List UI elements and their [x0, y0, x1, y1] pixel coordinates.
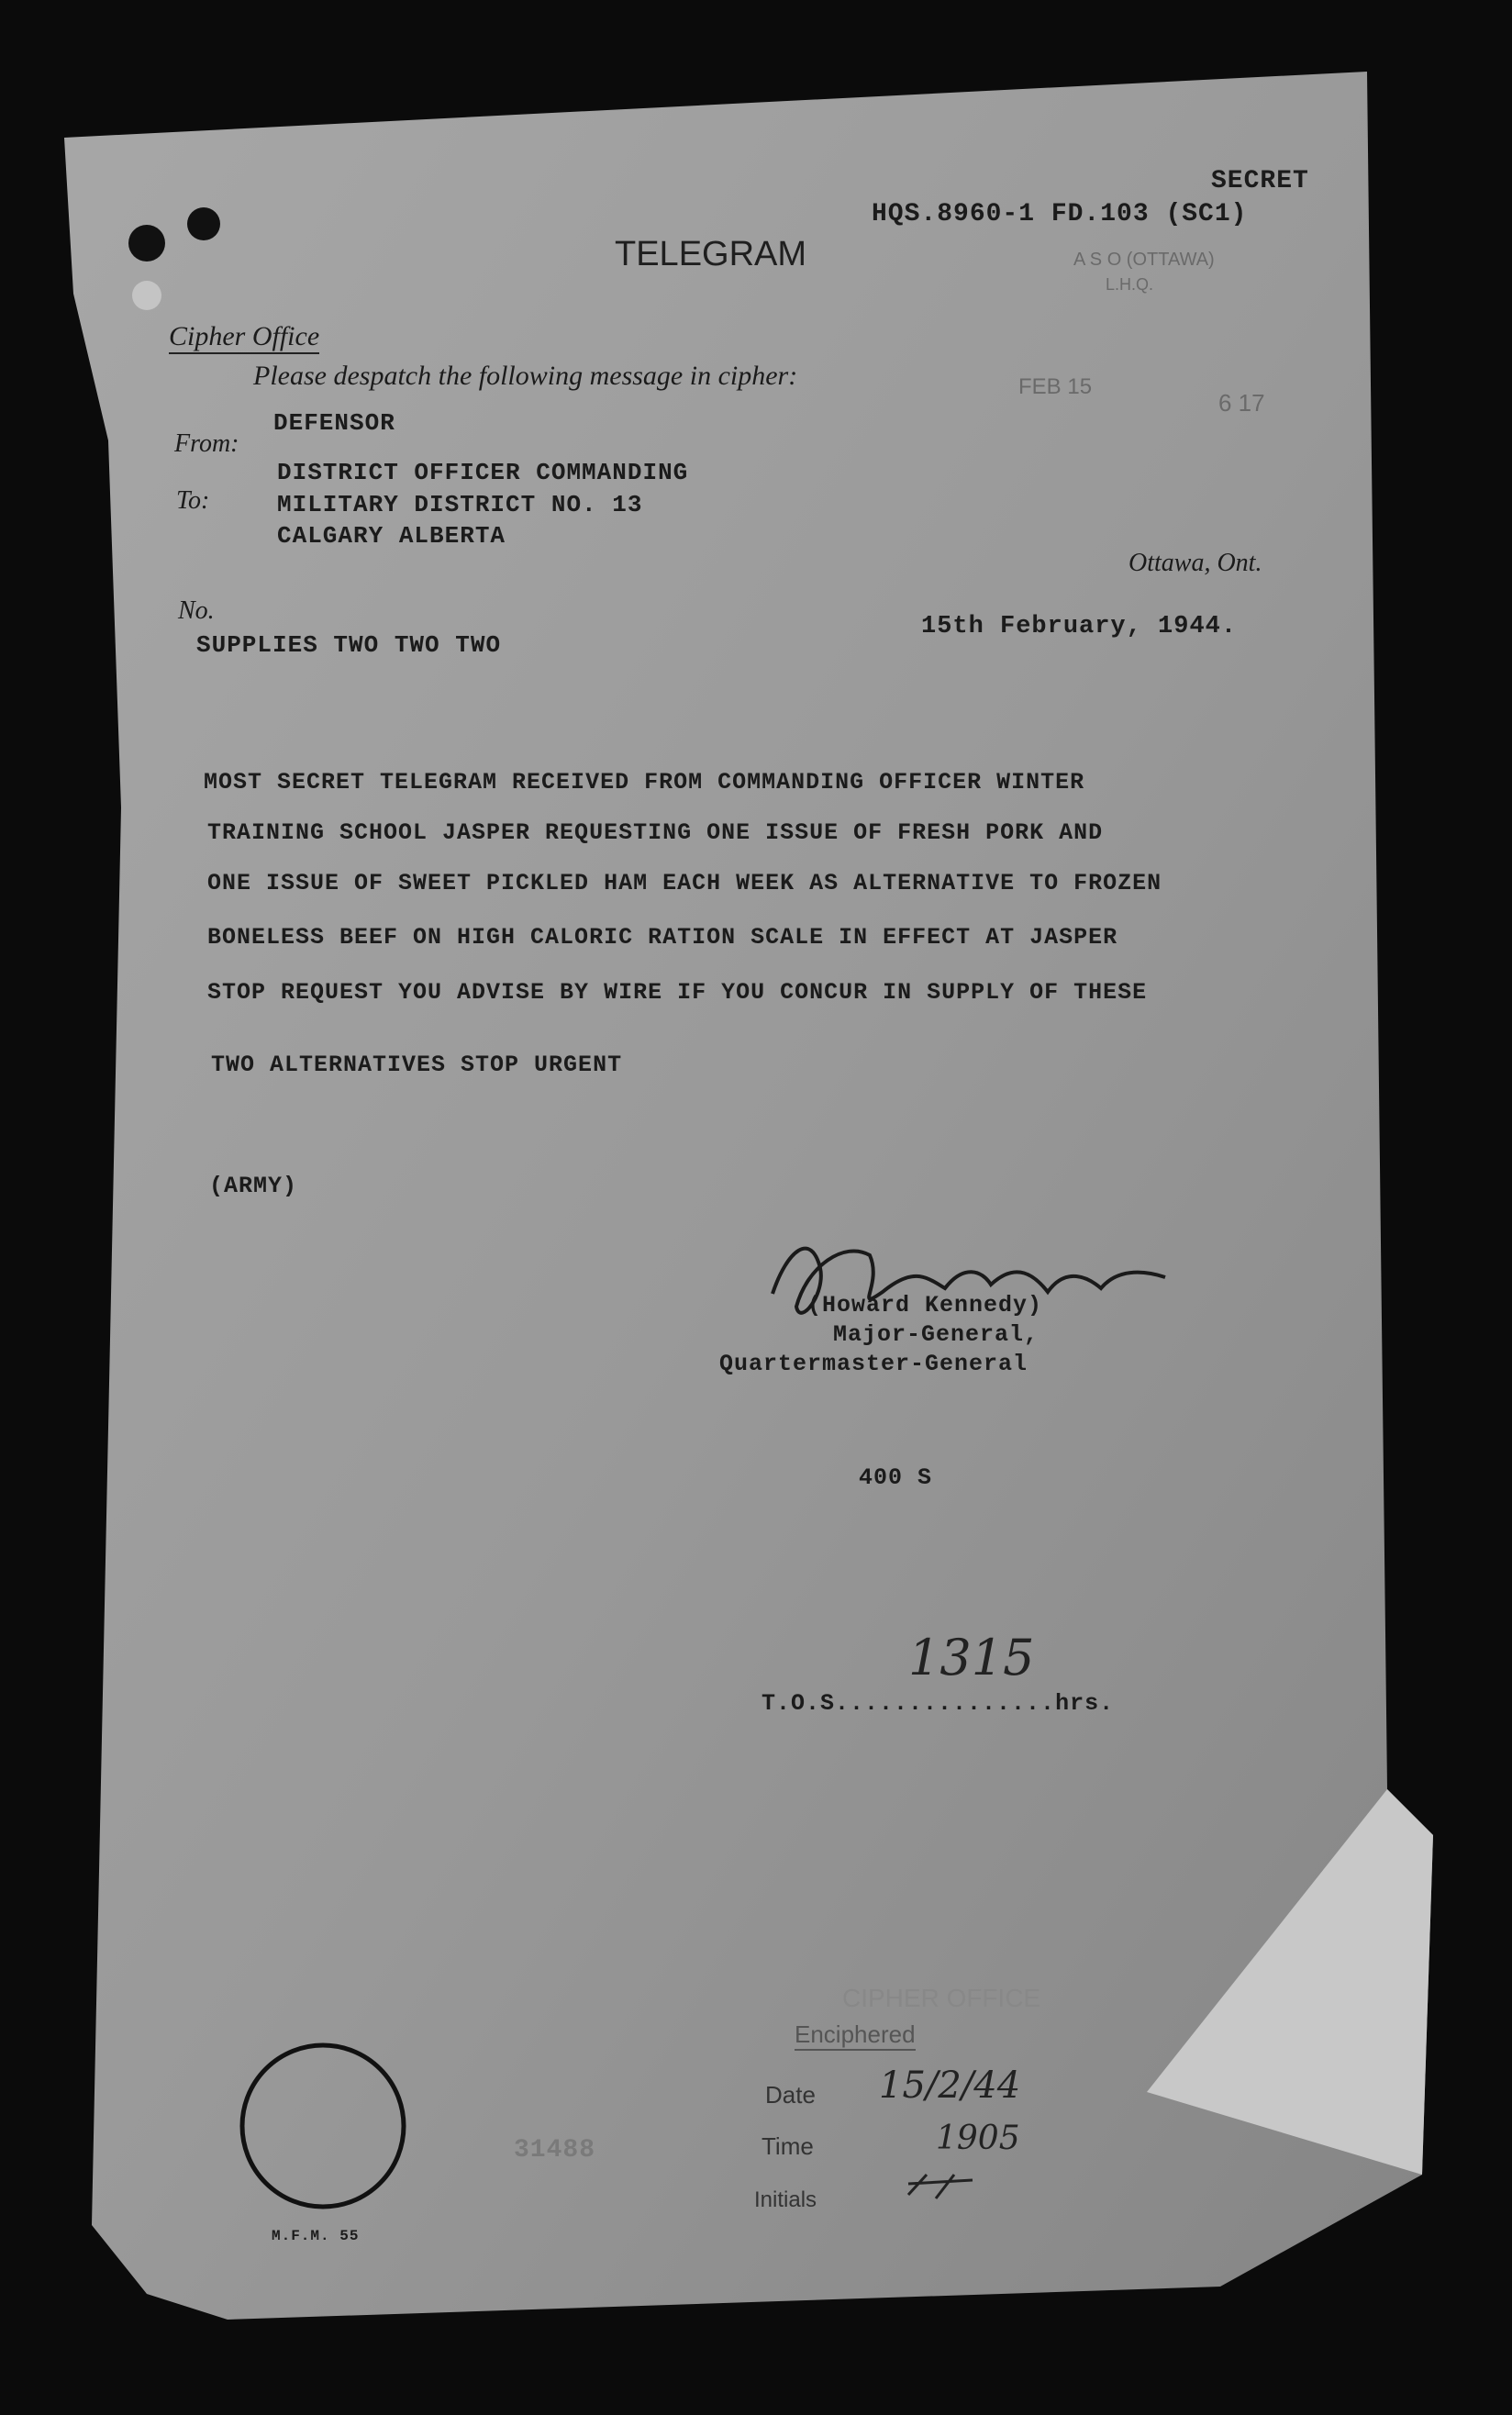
received-stamp: A S O (OTTAWA)	[1073, 250, 1215, 270]
cipher-initials-label: Initials	[754, 2187, 817, 2212]
office-label: Cipher Office	[169, 321, 319, 354]
message-line-6: TWO ALTERNATIVES STOP URGENT	[211, 1052, 623, 1078]
tos-dots: ...............	[835, 1690, 1056, 1717]
from-label: From:	[174, 429, 239, 458]
form-number: M.F.M. 55	[272, 2228, 360, 2244]
tos-suffix: hrs.	[1055, 1690, 1115, 1717]
cipher-time-label: Time	[762, 2132, 814, 2160]
document-title: TELEGRAM	[615, 235, 807, 273]
to-label: To:	[176, 486, 210, 515]
to-line-3: CALGARY ALBERTA	[277, 522, 506, 550]
no-label: No.	[178, 596, 215, 625]
cipher-date-label: Date	[765, 2081, 816, 2109]
file-reference: HQS.8960-1 FD.103 (SC1)	[872, 200, 1248, 228]
instruction-text: Please despatch the following message in cipher:	[253, 361, 798, 391]
time-stamp: 6 17	[1218, 389, 1265, 417]
signatory-rank: Major-General,	[833, 1321, 1040, 1348]
footer-code: 400 S	[859, 1464, 933, 1491]
to-line-1: DISTRICT OFFICER COMMANDING	[277, 459, 689, 486]
signatory-title: Quartermaster-General	[719, 1351, 1028, 1377]
tos-label: T.O.S	[762, 1690, 836, 1717]
message-source: (ARMY)	[209, 1173, 298, 1199]
tos-handwritten: 1315	[908, 1629, 1035, 1686]
message-line-3: ONE ISSUE OF SWEET PICKLED HAM EACH WEEK AS ALTERNATIVE TO FROZEN	[207, 870, 1162, 896]
to-line-2: MILITARY DISTRICT NO. 13	[277, 491, 643, 518]
place: Ottawa, Ont.	[1128, 549, 1262, 577]
faint-number: 31488	[514, 2136, 596, 2165]
received-stamp-sub: L.H.Q.	[1106, 275, 1154, 294]
no-value: SUPPLIES TWO TWO TWO	[196, 631, 502, 659]
signatory-name: (Howard Kennedy)	[807, 1292, 1043, 1319]
message-date: 15th February, 1944.	[921, 613, 1238, 640]
message-line-1: MOST SECRET TELEGRAM RECEIVED FROM COMMANDING OFFICER WINTER	[204, 769, 1085, 796]
cipher-date-value: 15/2/44	[879, 2064, 1021, 2107]
message-line-2: TRAINING SCHOOL JASPER REQUESTING ONE ISSUE OF FRESH PORK AND	[207, 819, 1104, 846]
message-line-4: BONELESS BEEF ON HIGH CALORIC RATION SCALE IN EFFECT AT JASPER	[207, 924, 1118, 951]
message-line-5: STOP REQUEST YOU ADVISE BY WIRE IF YOU CONCUR IN SUPPLY OF THESE	[207, 979, 1148, 1006]
date-stamp: FEB 15	[1018, 374, 1093, 399]
cipher-stamp-status: Enciphered	[795, 2020, 916, 2051]
from-value: DEFENSOR	[273, 409, 395, 437]
cipher-stamp-title: CIPHER OFFICE	[842, 1984, 1041, 2012]
classification-mark: SECRET	[1211, 167, 1309, 195]
cipher-time-value: 1905	[936, 2120, 1020, 2157]
